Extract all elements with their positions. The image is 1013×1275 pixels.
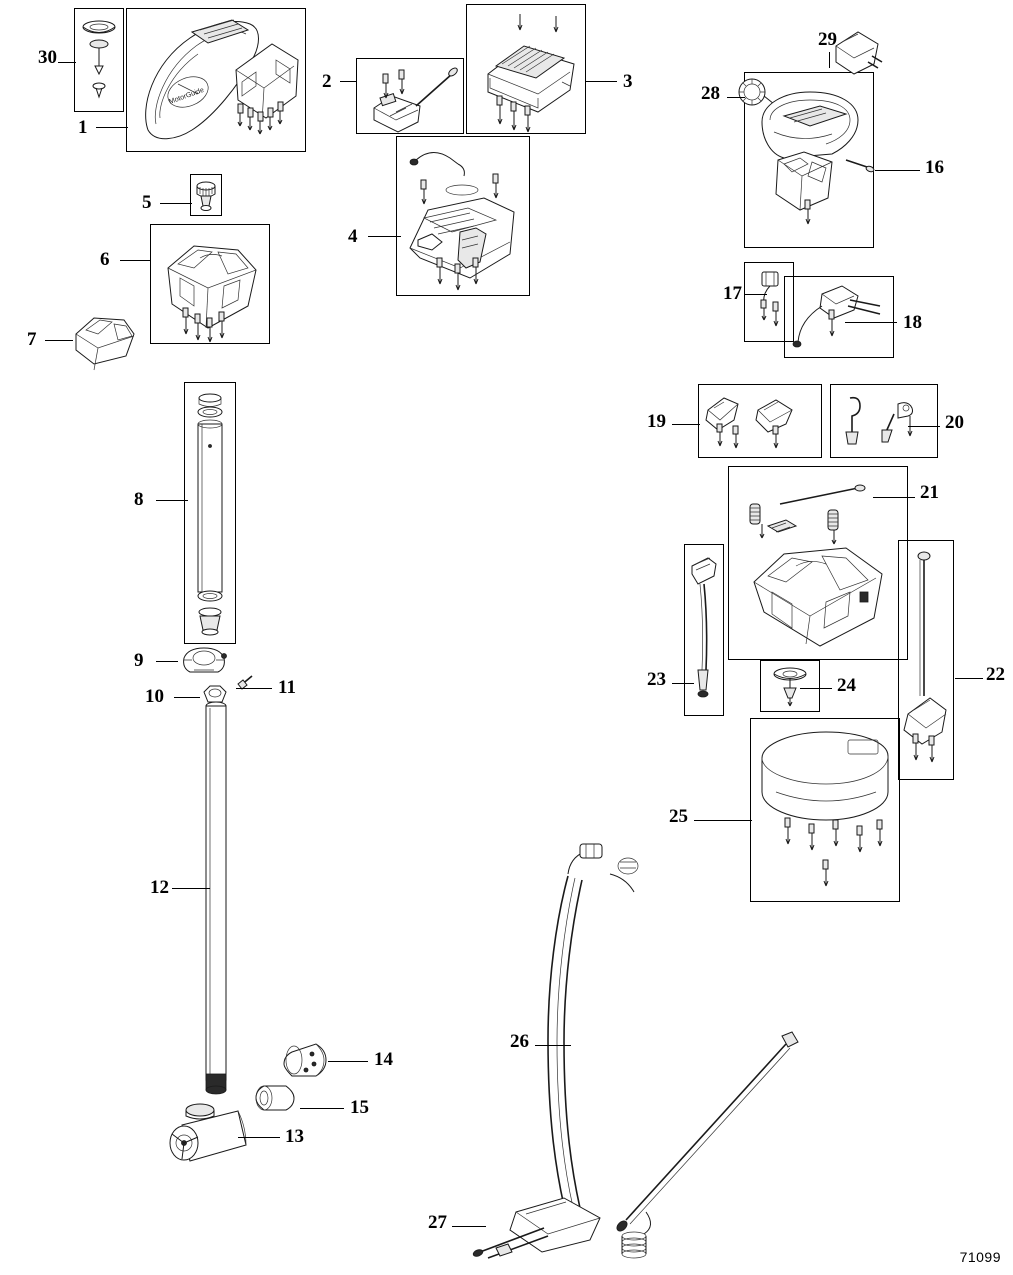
part-heat-sink-bracket	[470, 8, 584, 132]
leader-12	[172, 888, 210, 889]
leader-27	[452, 1226, 486, 1227]
callout-28: 28	[701, 83, 720, 104]
callout-12: 12	[150, 877, 169, 898]
leader-7	[45, 340, 73, 341]
part-shaft-collar	[176, 642, 232, 676]
leader-20	[908, 426, 940, 427]
callout-21: 21	[920, 482, 939, 503]
callout-17: 17	[723, 283, 742, 304]
leader-3	[585, 81, 617, 82]
leader-23	[672, 683, 694, 684]
callout-22: 22	[986, 664, 1005, 685]
leader-26	[535, 1045, 571, 1046]
callout-2: 2	[322, 71, 332, 92]
leader-16	[875, 170, 920, 171]
part-motor-lower-unit	[166, 1095, 266, 1177]
leader-10	[174, 697, 200, 698]
drawing-number: 71099	[959, 1249, 1001, 1265]
callout-26: 26	[510, 1031, 529, 1052]
part-foot-pedal-cover	[748, 78, 872, 244]
part-bottom-plate	[752, 722, 898, 898]
callout-19: 19	[647, 411, 666, 432]
part-inner-shaft	[200, 698, 232, 1098]
leader-11	[236, 688, 272, 689]
part-pedal-levers	[702, 388, 818, 454]
callout-13: 13	[285, 1126, 304, 1147]
callout-18: 18	[903, 312, 922, 333]
leader-28	[727, 97, 745, 98]
callout-11: 11	[278, 677, 296, 698]
callout-15: 15	[350, 1097, 369, 1118]
callout-1: 1	[78, 117, 88, 138]
part-main-chassis	[400, 140, 526, 292]
leader-13	[238, 1137, 280, 1138]
part-speed-coil	[902, 546, 950, 776]
callout-16: 16	[925, 157, 944, 178]
callout-8: 8	[134, 489, 144, 510]
leader-8	[156, 500, 188, 501]
leader-15	[300, 1108, 344, 1109]
leader-4	[368, 236, 401, 237]
part-outer-shaft	[188, 386, 232, 642]
leader-9	[156, 661, 178, 662]
leader-17	[745, 294, 767, 295]
part-switch-assembly	[748, 266, 790, 338]
part-pulley-wheel	[764, 662, 816, 710]
callout-20: 20	[945, 412, 964, 433]
callout-3: 3	[623, 71, 633, 92]
leader-1	[96, 127, 128, 128]
part-linkage-arms	[834, 388, 934, 454]
leader-25	[694, 820, 752, 821]
leader-19	[672, 424, 700, 425]
leader-14	[328, 1061, 368, 1062]
callout-29: 29	[818, 29, 837, 50]
part-bushing	[192, 176, 220, 214]
part-cable-connector	[688, 552, 720, 712]
callout-7: 7	[27, 329, 37, 350]
callout-4: 4	[348, 226, 358, 247]
leader-29	[829, 52, 830, 68]
part-control-module	[360, 62, 462, 130]
part-seal-ring	[252, 1078, 300, 1118]
leader-2	[340, 81, 356, 82]
part-battery-leads	[560, 1030, 810, 1260]
callout-9: 9	[134, 650, 144, 671]
callout-14: 14	[374, 1049, 393, 1070]
callout-23: 23	[647, 669, 666, 690]
callout-24: 24	[837, 675, 856, 696]
part-nose-cone	[280, 1038, 332, 1082]
leader-5	[160, 203, 192, 204]
part-set-screw	[228, 672, 258, 694]
callout-25: 25	[669, 806, 688, 827]
part-lower-housing	[154, 228, 268, 342]
callout-5: 5	[142, 192, 152, 213]
leader-18	[845, 322, 897, 323]
callout-6: 6	[100, 249, 110, 270]
callout-10: 10	[145, 686, 164, 707]
part-cover-shield	[70, 308, 140, 366]
part-plug-connector	[828, 28, 888, 76]
leader-22	[955, 678, 983, 679]
callout-27: 27	[428, 1212, 447, 1233]
leader-30	[58, 62, 76, 63]
leader-6	[120, 260, 150, 261]
part-harness-bracket	[788, 280, 890, 354]
part-decal-cap	[74, 8, 124, 112]
svg-text:MotorGuide: MotorGuide	[168, 86, 206, 106]
callout-30: 30	[38, 47, 57, 68]
leader-21	[873, 497, 915, 498]
part-upper-housing-cover	[130, 12, 302, 148]
leader-24	[800, 688, 832, 689]
